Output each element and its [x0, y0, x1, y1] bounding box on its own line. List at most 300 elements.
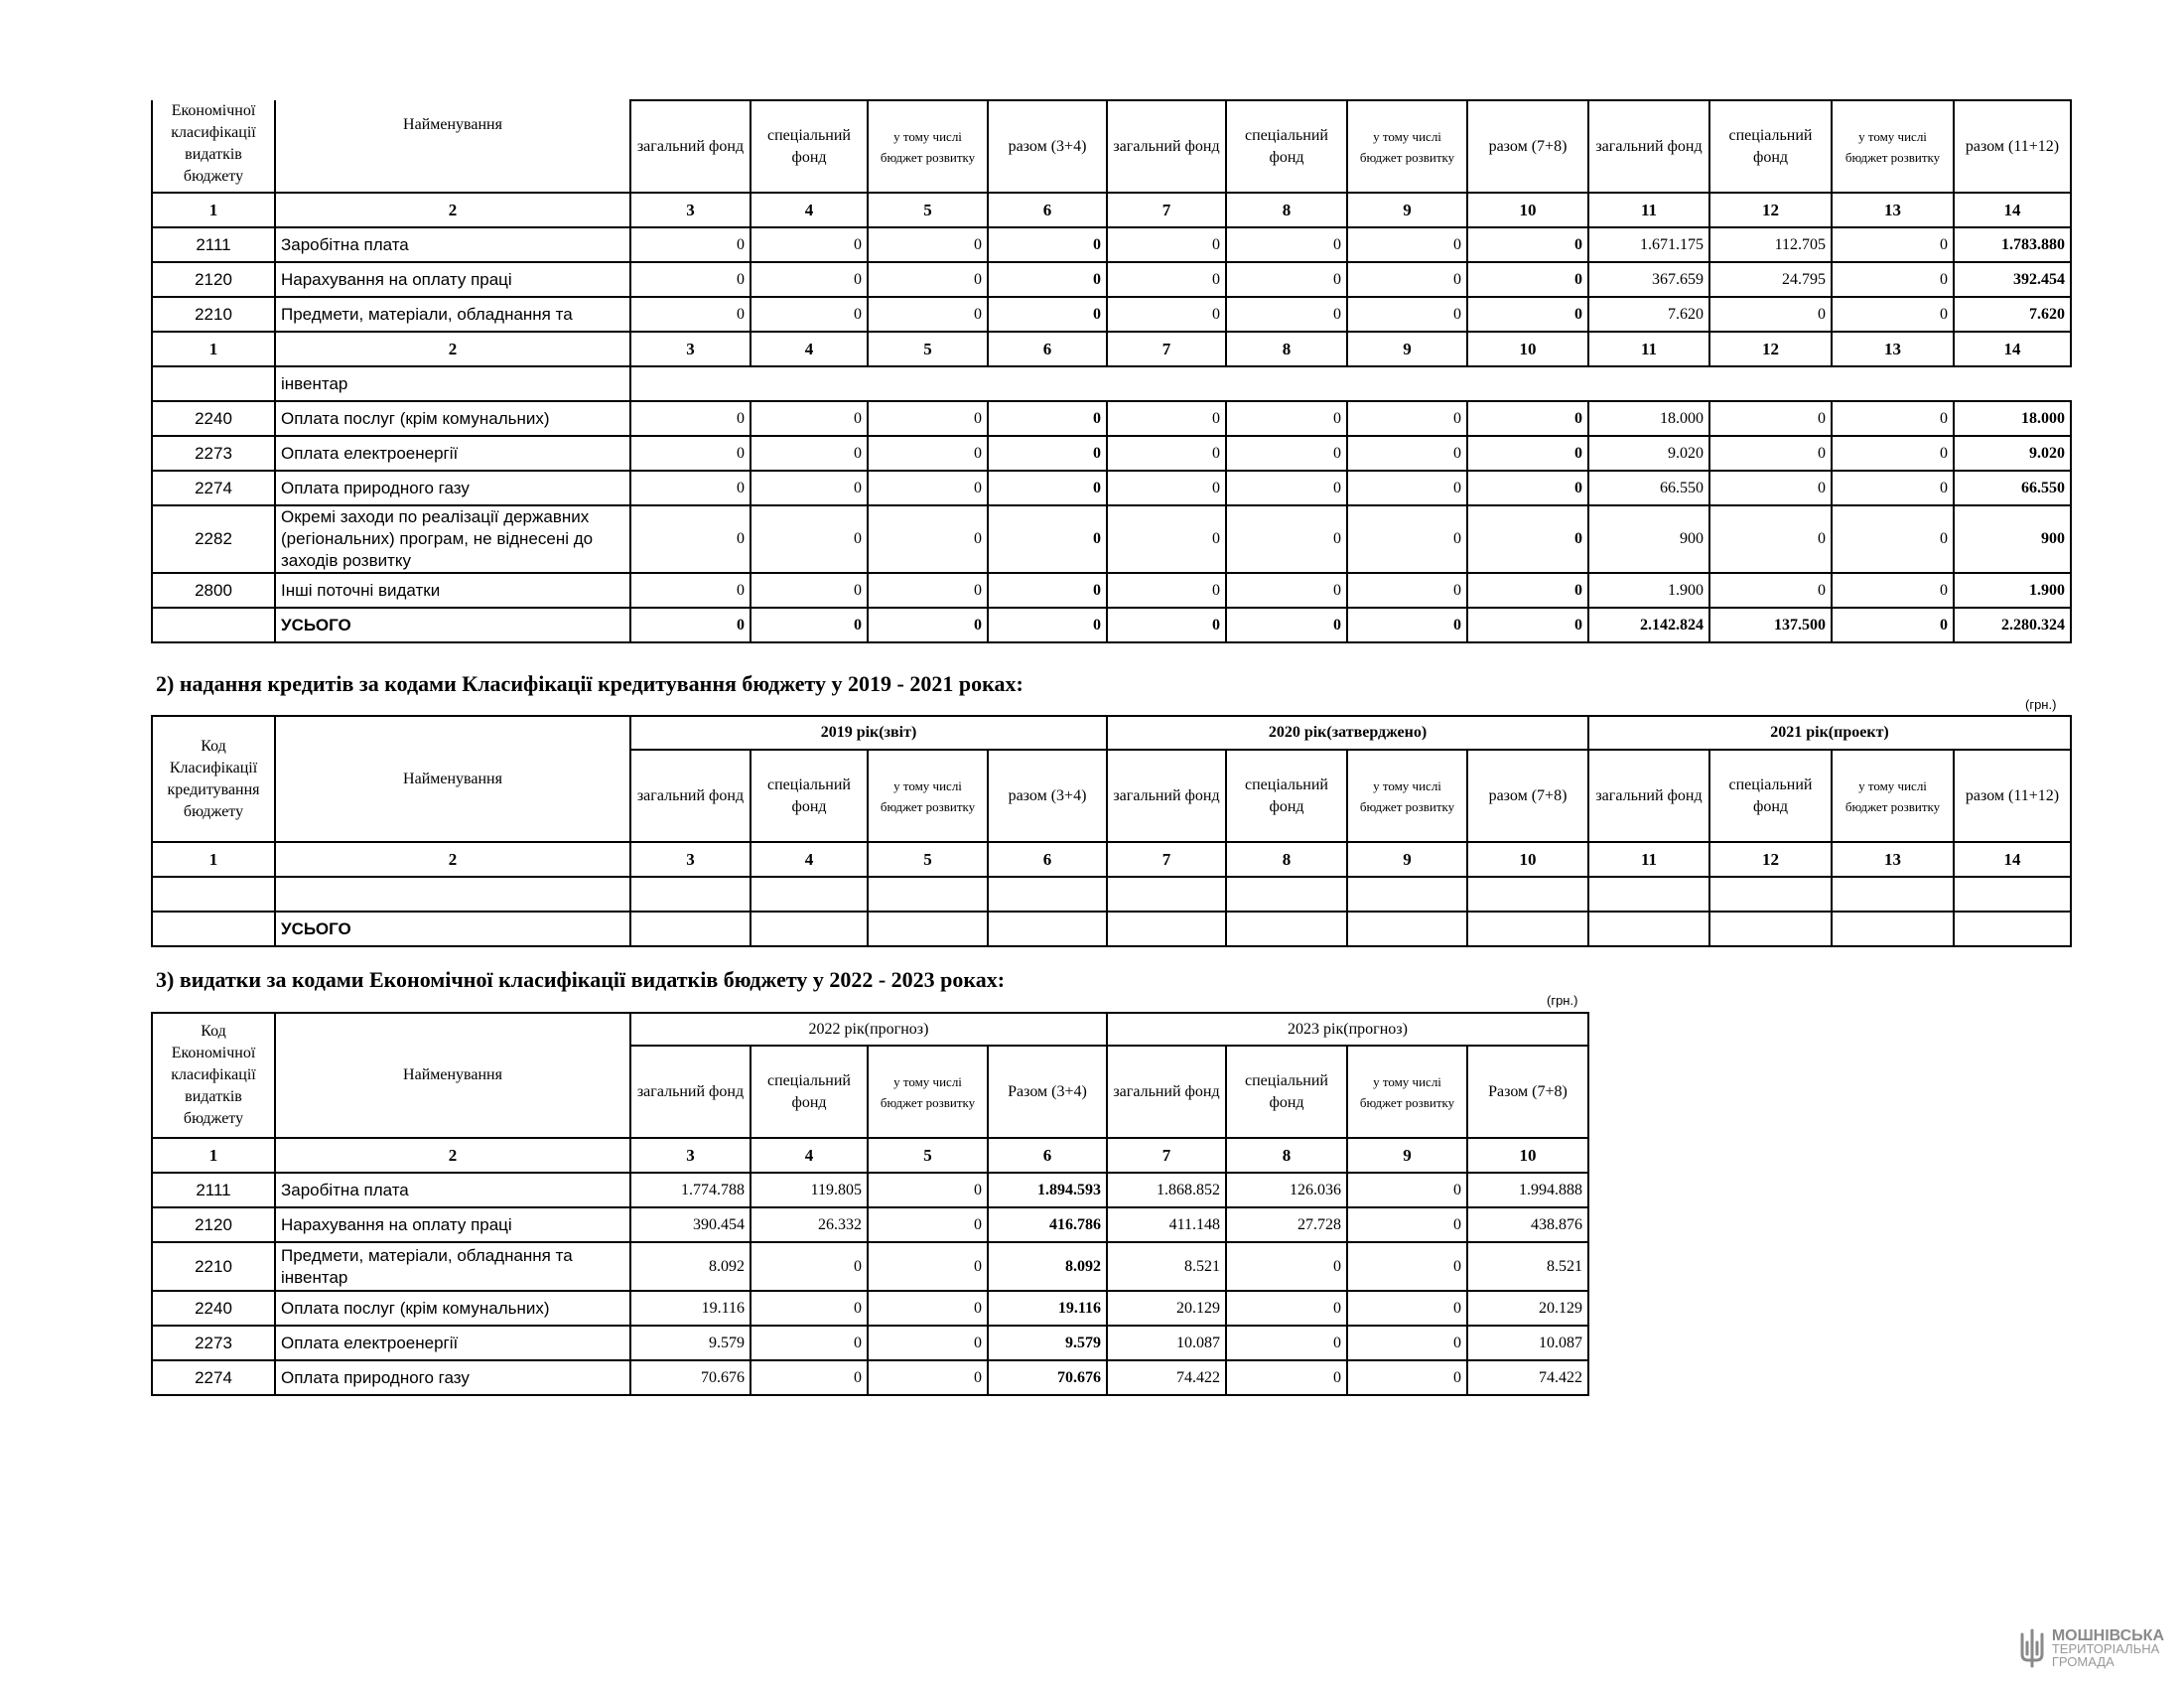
- header-code: Код Економічної класифікації видатків бюджету: [152, 1013, 275, 1138]
- row-value: 7.620: [1954, 297, 2071, 332]
- row-value: 0: [1226, 1291, 1347, 1326]
- row-code: 2111: [152, 1173, 275, 1207]
- empty-cell: [988, 912, 1107, 946]
- row-value: 0: [988, 505, 1107, 573]
- table-row: [152, 1360, 1588, 1395]
- row-code: 2111: [152, 227, 275, 262]
- year-header: 2023 рік(прогноз): [1107, 1013, 1588, 1046]
- row-name: Предмети, матеріали, обладнання та: [275, 297, 630, 332]
- column-number: 10: [1467, 842, 1588, 877]
- row-name: Оплата природного газу: [275, 471, 630, 505]
- unit-label: (грн.): [1547, 993, 1578, 1008]
- year-header-row: [152, 716, 2071, 750]
- row-value: 900: [1954, 505, 2071, 573]
- row-value: 0: [1107, 401, 1226, 436]
- row-value: 0: [751, 262, 868, 297]
- row-code: 2273: [152, 436, 275, 471]
- col-header: у тому числі бюджет розвитку: [868, 1046, 988, 1138]
- table-row: [152, 1291, 1588, 1326]
- column-number: 7: [1107, 842, 1226, 877]
- year-header: 2019 рік(звіт): [630, 716, 1107, 750]
- row-value: 0: [630, 262, 751, 297]
- column-number: 11: [1588, 193, 1709, 227]
- logo-line-2: ТЕРИТОРІАЛЬНА: [2051, 1640, 2160, 1656]
- header-row: [152, 100, 2071, 193]
- row-value: 18.000: [1954, 401, 2071, 436]
- column-number: 1: [152, 332, 275, 366]
- row-value: 0: [1467, 505, 1588, 573]
- table-row: [152, 1173, 1588, 1207]
- year-header: 2022 рік(прогноз): [630, 1013, 1107, 1046]
- column-number: 2: [275, 332, 630, 366]
- col-header: загальний фонд: [1107, 100, 1226, 193]
- row-value: 0: [868, 505, 988, 573]
- row-value: 0: [1347, 262, 1467, 297]
- column-number: 8: [1226, 332, 1347, 366]
- row-value: 19.116: [630, 1291, 751, 1326]
- row-value: 0: [1832, 573, 1954, 608]
- empty-cell: [1107, 877, 1226, 912]
- col-header: спеціальний фонд: [751, 750, 868, 842]
- column-number: 5: [868, 193, 988, 227]
- row-value: 20.129: [1107, 1291, 1226, 1326]
- row-value: 0: [1467, 471, 1588, 505]
- row-value: 74.422: [1107, 1360, 1226, 1395]
- column-number: 2: [275, 193, 630, 227]
- total-value: 0: [1107, 608, 1226, 642]
- empty-cell: [1226, 877, 1347, 912]
- column-number: 9: [1347, 842, 1467, 877]
- year-header-row: [152, 1013, 1588, 1046]
- row-value: 0: [751, 297, 868, 332]
- row-value: 0: [1832, 227, 1954, 262]
- row-value: 0: [988, 401, 1107, 436]
- table-row: [152, 227, 2071, 262]
- row-value: 0: [1347, 401, 1467, 436]
- row-code: 2240: [152, 401, 275, 436]
- row-value: 390.454: [630, 1207, 751, 1242]
- row-value: 0: [868, 227, 988, 262]
- row-value: 70.676: [630, 1360, 751, 1395]
- row-value: 0: [1347, 1291, 1467, 1326]
- row-value: 9.579: [988, 1326, 1107, 1360]
- row-value: 0: [1226, 436, 1347, 471]
- column-number: 8: [1226, 842, 1347, 877]
- empty-cell: [1347, 877, 1467, 912]
- row-value: 19.116: [988, 1291, 1107, 1326]
- row-value: 8.521: [1107, 1242, 1226, 1291]
- column-number-row: [152, 842, 2071, 877]
- empty-cell: [868, 877, 988, 912]
- row-value: 0: [1347, 573, 1467, 608]
- row-value: 1.900: [1588, 573, 1709, 608]
- row-name: Предмети, матеріали, обладнання та інвентар: [275, 1242, 630, 1291]
- row-name: Оплата природного газу: [275, 1360, 630, 1395]
- column-number: 1: [152, 193, 275, 227]
- row-code: 2274: [152, 471, 275, 505]
- total-row: [152, 608, 2071, 642]
- row-value: 0: [1832, 505, 1954, 573]
- total-value: 2.142.824: [1588, 608, 1709, 642]
- row-value: 0: [1347, 1360, 1467, 1395]
- unit-label: (грн.): [2025, 697, 2057, 712]
- total-value: 0: [1467, 608, 1588, 642]
- row-value: 0: [1226, 1326, 1347, 1360]
- row-value: 367.659: [1588, 262, 1709, 297]
- row-name: Нарахування на оплату праці: [275, 262, 630, 297]
- row-value: 0: [1226, 573, 1347, 608]
- row-value: 0: [1832, 297, 1954, 332]
- row-value: 411.148: [1107, 1207, 1226, 1242]
- row-value: 0: [988, 436, 1107, 471]
- empty-cell: [152, 608, 275, 642]
- row-value: 0: [751, 1291, 868, 1326]
- row-value: 0: [1467, 436, 1588, 471]
- column-number: 10: [1467, 193, 1588, 227]
- column-number: 7: [1107, 1138, 1226, 1173]
- row-value: 26.332: [751, 1207, 868, 1242]
- trident-icon: [2018, 1628, 2046, 1668]
- row-value: 0: [1832, 262, 1954, 297]
- empty-cell: [275, 877, 630, 912]
- column-number: 3: [630, 1138, 751, 1173]
- row-value: 0: [988, 262, 1107, 297]
- expenses-table-2019-2021: [151, 99, 2072, 643]
- row-value: 0: [630, 573, 751, 608]
- column-number: 7: [1107, 193, 1226, 227]
- column-number: 14: [1954, 193, 2071, 227]
- col-header: загальний фонд: [630, 100, 751, 193]
- row-value: 66.550: [1954, 471, 2071, 505]
- row-value: 0: [1467, 573, 1588, 608]
- row-value: 1.783.880: [1954, 227, 2071, 262]
- header-code: Код Класифікації кредитування бюджету: [152, 716, 275, 842]
- row-value: 0: [1832, 401, 1954, 436]
- row-value: 8.092: [630, 1242, 751, 1291]
- column-number: 6: [988, 332, 1107, 366]
- row-value: 900: [1588, 505, 1709, 573]
- col-header: разом (7+8): [1467, 100, 1588, 193]
- col-header: загальний фонд: [1588, 100, 1709, 193]
- row-value: 0: [630, 297, 751, 332]
- section-2-title: 2) надання кредитів за кодами Класифікації кредитування бюджету у 2019 - 2021 роках:: [156, 671, 1024, 696]
- row-code: 2274: [152, 1360, 275, 1395]
- column-number: 4: [751, 842, 868, 877]
- column-number: 5: [868, 332, 988, 366]
- row-value: 20.129: [1467, 1291, 1588, 1326]
- col-header: загальний фонд: [1107, 750, 1226, 842]
- col-header: у тому числі бюджет розвитку: [868, 100, 988, 193]
- row-value: 0: [1467, 401, 1588, 436]
- total-label: УСЬОГО: [275, 608, 630, 642]
- row-code: 2240: [152, 1291, 275, 1326]
- row-name: Інші поточні видатки: [275, 573, 630, 608]
- total-value: 0: [1226, 608, 1347, 642]
- row-value: 0: [1347, 1207, 1467, 1242]
- column-number: 14: [1954, 332, 2071, 366]
- empty-cell: [152, 912, 275, 946]
- row-value: 0: [1107, 262, 1226, 297]
- row-name: Нарахування на оплату праці: [275, 1207, 630, 1242]
- col-header: спеціальний фонд: [1709, 750, 1832, 842]
- row-value: 0: [1832, 436, 1954, 471]
- row-value: 8.092: [988, 1242, 1107, 1291]
- col-header: загальний фонд: [1588, 750, 1709, 842]
- empty-cell: [1588, 877, 1709, 912]
- col-header: разом (3+4): [988, 750, 1107, 842]
- column-number: 2: [275, 1138, 630, 1173]
- column-number: 4: [751, 1138, 868, 1173]
- row-value: 119.805: [751, 1173, 868, 1207]
- row-code: 2800: [152, 573, 275, 608]
- row-value: 74.422: [1467, 1360, 1588, 1395]
- row-value: 0: [751, 436, 868, 471]
- row-value: 0: [751, 1242, 868, 1291]
- empty-cell: [1107, 912, 1226, 946]
- logo-line-3: ГРОМАДА: [2051, 1653, 2115, 1669]
- column-number: 4: [751, 193, 868, 227]
- col-header: спеціальний фонд: [751, 100, 868, 193]
- row-value: 24.795: [1709, 262, 1832, 297]
- col-header: спеціальний фонд: [1226, 1046, 1347, 1138]
- col-header: разом (11+12): [1954, 100, 2071, 193]
- column-number-row: [152, 332, 2071, 366]
- column-number: 13: [1832, 842, 1954, 877]
- row-value: 0: [868, 471, 988, 505]
- empty-cell: [1588, 912, 1709, 946]
- column-number: 13: [1832, 193, 1954, 227]
- row-value: 9.020: [1954, 436, 2071, 471]
- col-header: у тому числі бюджет розвитку: [1347, 100, 1467, 193]
- table-row: [152, 505, 2071, 573]
- col-header: Разом (3+4): [988, 1046, 1107, 1138]
- row-value: 66.550: [1588, 471, 1709, 505]
- row-value: 126.036: [1226, 1173, 1347, 1207]
- header-name: Найменування: [275, 716, 630, 842]
- row-value: 416.786: [988, 1207, 1107, 1242]
- col-header: загальний фонд: [630, 1046, 751, 1138]
- column-number: 3: [630, 193, 751, 227]
- column-number: 3: [630, 842, 751, 877]
- row-code: 2273: [152, 1326, 275, 1360]
- year-header: 2021 рік(проект): [1588, 716, 2071, 750]
- row-code: 2210: [152, 1242, 275, 1291]
- row-value: 0: [1107, 436, 1226, 471]
- row-value: 0: [751, 1326, 868, 1360]
- total-value: 0: [751, 608, 868, 642]
- col-header: у тому числі бюджет розвитку: [1832, 750, 1954, 842]
- row-value: 112.705: [1709, 227, 1832, 262]
- expenses-table-2022-2023: [151, 1012, 1589, 1396]
- empty-cell: [1954, 912, 2071, 946]
- row-value: 70.676: [988, 1360, 1107, 1395]
- empty-cell: [751, 877, 868, 912]
- empty-cell: [1226, 912, 1347, 946]
- empty-cell: [630, 366, 2071, 401]
- row-value: 0: [988, 297, 1107, 332]
- year-header: 2020 рік(затверджено): [1107, 716, 1588, 750]
- column-number: 12: [1709, 193, 1832, 227]
- community-logo: [2018, 1628, 2164, 1668]
- row-value: 0: [1467, 297, 1588, 332]
- table-row: [152, 573, 2071, 608]
- empty-cell: [630, 912, 751, 946]
- row-value: 0: [1467, 227, 1588, 262]
- row-value: 0: [751, 573, 868, 608]
- table-row: [152, 1326, 1588, 1360]
- empty-cell: [630, 877, 751, 912]
- row-value: 0: [988, 227, 1107, 262]
- row-value: 0: [1709, 401, 1832, 436]
- row-value: 0: [630, 401, 751, 436]
- row-value: 0: [868, 1291, 988, 1326]
- table-row: [152, 297, 2071, 332]
- column-number: 9: [1347, 193, 1467, 227]
- row-value: 0: [751, 227, 868, 262]
- column-number: 8: [1226, 193, 1347, 227]
- row-value: 392.454: [1954, 262, 2071, 297]
- row-name-continuation: інвентар: [275, 366, 630, 401]
- row-name: Оплата послуг (крім комунальних): [275, 401, 630, 436]
- row-value: 0: [1107, 573, 1226, 608]
- row-name: Оплата електроенергії: [275, 1326, 630, 1360]
- col-header: спеціальний фонд: [1709, 100, 1832, 193]
- row-value: 0: [1107, 297, 1226, 332]
- row-name: Оплата електроенергії: [275, 436, 630, 471]
- empty-cell: [1832, 877, 1954, 912]
- col-header: спеціальний фонд: [1226, 100, 1347, 193]
- empty-cell: [1832, 912, 1954, 946]
- row-code: 2210: [152, 297, 275, 332]
- column-number: 8: [1226, 1138, 1347, 1173]
- column-number: 6: [988, 1138, 1107, 1173]
- row-value: 0: [1226, 505, 1347, 573]
- row-value: 0: [868, 573, 988, 608]
- row-value: 0: [988, 471, 1107, 505]
- row-value: 0: [1347, 436, 1467, 471]
- col-header: Разом (7+8): [1467, 1046, 1588, 1138]
- column-number: 6: [988, 842, 1107, 877]
- table-row: [152, 401, 2071, 436]
- row-value: 0: [868, 262, 988, 297]
- table-row: [152, 262, 2071, 297]
- row-value: 7.620: [1588, 297, 1709, 332]
- row-value: 10.087: [1107, 1326, 1226, 1360]
- row-name: Заробітна плата: [275, 227, 630, 262]
- row-value: 0: [1347, 227, 1467, 262]
- row-value: 0: [1709, 573, 1832, 608]
- col-header: разом (7+8): [1467, 750, 1588, 842]
- row-value: 0: [1226, 471, 1347, 505]
- col-header: у тому числі бюджет розвитку: [1347, 1046, 1467, 1138]
- row-value: 0: [1347, 297, 1467, 332]
- row-value: 18.000: [1588, 401, 1709, 436]
- total-value: 0: [868, 608, 988, 642]
- column-number: 13: [1832, 332, 1954, 366]
- col-header: у тому числі бюджет розвитку: [1832, 100, 1954, 193]
- total-value: 2.280.324: [1954, 608, 2071, 642]
- column-number: 5: [868, 842, 988, 877]
- row-value: 0: [1226, 262, 1347, 297]
- table-row: [152, 1242, 1588, 1291]
- row-value: 0: [988, 573, 1107, 608]
- col-header: спеціальний фонд: [751, 1046, 868, 1138]
- row-value: 0: [1226, 227, 1347, 262]
- total-label: УСЬОГО: [275, 912, 630, 946]
- row-value: 0: [1347, 471, 1467, 505]
- total-value: 0: [1832, 608, 1954, 642]
- total-value: 0: [988, 608, 1107, 642]
- column-number: 1: [152, 842, 275, 877]
- row-value: 0: [751, 1360, 868, 1395]
- total-row: [152, 912, 2071, 946]
- col-header: у тому числі бюджет розвитку: [1347, 750, 1467, 842]
- column-number: 5: [868, 1138, 988, 1173]
- empty-cell: [1467, 912, 1588, 946]
- column-number: 11: [1588, 332, 1709, 366]
- row-value: 10.087: [1467, 1326, 1588, 1360]
- row-value: 0: [1832, 471, 1954, 505]
- total-value: 0: [1347, 608, 1467, 642]
- row-name: Оплата послуг (крім комунальних): [275, 1291, 630, 1326]
- row-value: 0: [1226, 297, 1347, 332]
- row-value: 0: [868, 1207, 988, 1242]
- column-number: 7: [1107, 332, 1226, 366]
- table-row: [152, 1207, 1588, 1242]
- row-value: 1.900: [1954, 573, 2071, 608]
- row-value: 0: [868, 1360, 988, 1395]
- empty-cell: [751, 912, 868, 946]
- continuation-row: [152, 366, 2071, 401]
- row-value: 1.994.888: [1467, 1173, 1588, 1207]
- header-name: Найменування: [275, 100, 630, 193]
- row-value: 0: [868, 297, 988, 332]
- row-value: 0: [1107, 505, 1226, 573]
- row-value: 0: [1709, 505, 1832, 573]
- empty-cell: [1709, 912, 1832, 946]
- column-number: 6: [988, 193, 1107, 227]
- header-name: Найменування: [275, 1013, 630, 1138]
- section-3-title: 3) видатки за кодами Економічної класифікації видатків бюджету у 2022 - 2023 роках:: [156, 967, 1006, 992]
- logo-line-1: МОШНІВСЬКА: [2051, 1626, 2164, 1644]
- row-value: 0: [1709, 436, 1832, 471]
- row-value: 0: [1347, 505, 1467, 573]
- column-number: 11: [1588, 842, 1709, 877]
- table-row: [152, 471, 2071, 505]
- row-value: 0: [1709, 297, 1832, 332]
- col-header: разом (11+12): [1954, 750, 2071, 842]
- column-number: 14: [1954, 842, 2071, 877]
- column-number-row: [152, 193, 2071, 227]
- col-header: загальний фонд: [1107, 1046, 1226, 1138]
- col-header: у тому числі бюджет розвитку: [868, 750, 988, 842]
- column-number: 3: [630, 332, 751, 366]
- row-value: 0: [751, 471, 868, 505]
- row-value: 0: [868, 1173, 988, 1207]
- column-number: 4: [751, 332, 868, 366]
- row-value: 9.579: [630, 1326, 751, 1360]
- row-value: 0: [751, 401, 868, 436]
- empty-cell: [152, 366, 275, 401]
- row-value: 1.671.175: [1588, 227, 1709, 262]
- header-code: Економічної класифікації видатків бюджету: [152, 100, 275, 193]
- column-number: 12: [1709, 842, 1832, 877]
- row-value: 438.876: [1467, 1207, 1588, 1242]
- empty-row: [152, 877, 2071, 912]
- column-number: 12: [1709, 332, 1832, 366]
- row-value: 0: [1226, 401, 1347, 436]
- col-header: спеціальний фонд: [1226, 750, 1347, 842]
